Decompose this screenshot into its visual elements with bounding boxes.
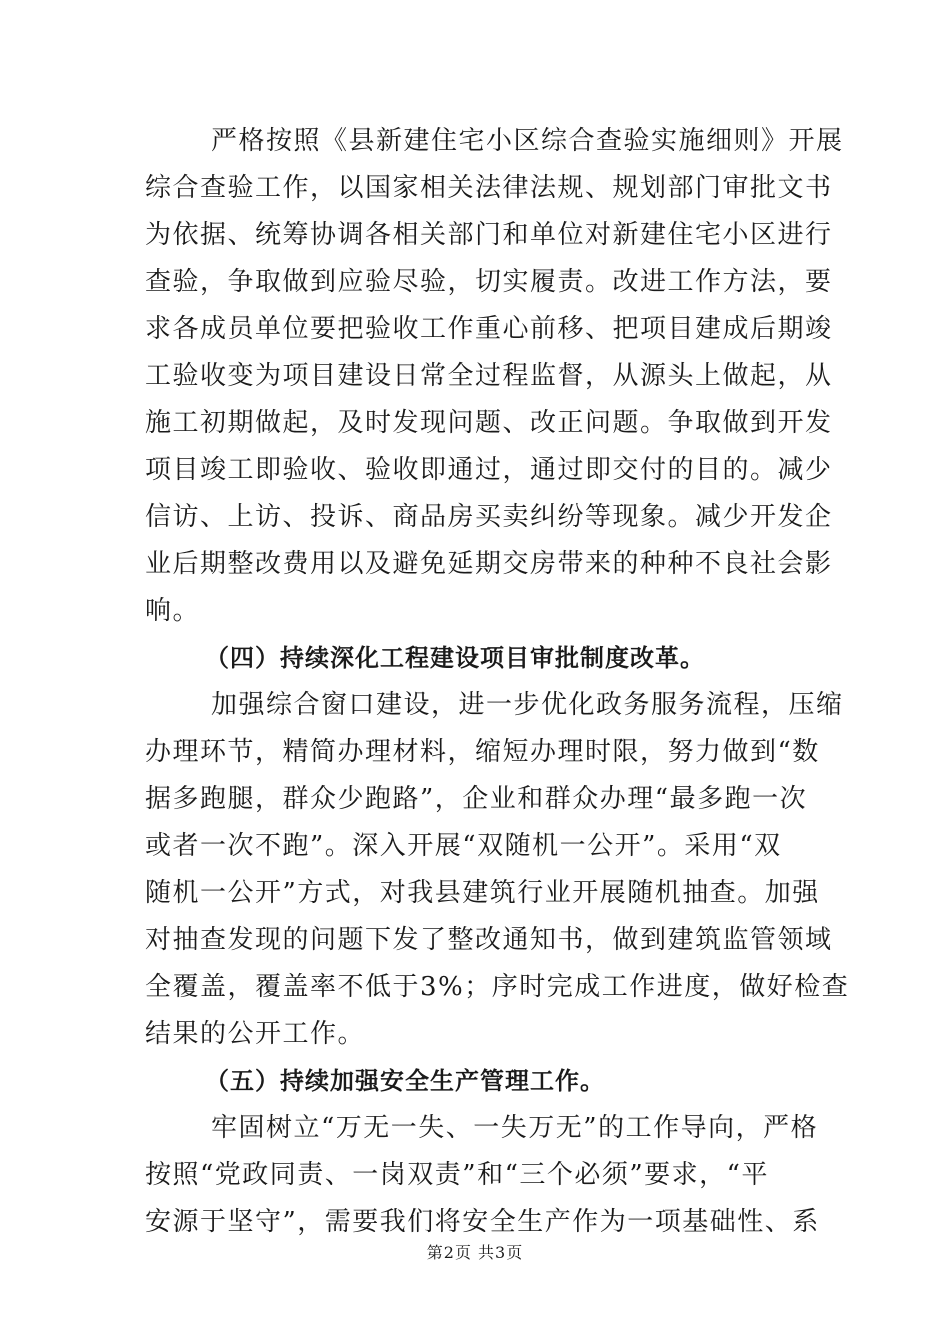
paragraph-line: 查验，争取做到应验尽验，切实履责。改进工作方法，要 — [145, 267, 833, 297]
paragraph-line: 安源于坚守”，需要我们将安全生产作为一项基础性、系 — [145, 1207, 820, 1237]
paragraph-line: 加强综合窗口建设，进一步优化政务服务流程，压缩 — [211, 690, 844, 720]
paragraph-line: 施工初期做起，及时发现问题、改正问题。争取做到开发 — [145, 408, 833, 438]
paragraph-line: 求各成员单位要把验收工作重心前移、把项目建成后期竣 — [145, 314, 833, 344]
paragraph-line: 项目竣工即验收、验收即通过，通过即交付的目的。减少 — [145, 455, 833, 485]
paragraph-line: 随机一公开”方式，对我县建筑行业开展随机抽查。加强 — [145, 878, 820, 908]
paragraph-approval-reform — [145, 682, 850, 1058]
section-heading-5: （五）持续加强安全生产管理工作。 — [205, 1067, 605, 1095]
paragraph-inspection — [145, 118, 844, 635]
paragraph-line: 信访、上访、投诉、商品房买卖纠纷等现象。减少开发企 — [145, 502, 833, 532]
paragraph-line: 工验收变为项目建设日常全过程监督，从源头上做起，从 — [145, 361, 833, 391]
paragraph-line: 为依据、统筹协调各相关部门和单位对新建住宅小区进行 — [145, 220, 833, 250]
paragraph-line: 严格按照《县新建住宅小区综合查验实施细则》开展 — [211, 126, 844, 156]
paragraph-line: 按照“党政同责、一岗双责”和“三个必须”要求，“平 — [145, 1160, 769, 1190]
paragraph-line: 据多跑腿，群众少跑路”，企业和群众办理“最多跑一次 — [145, 784, 808, 814]
paragraph-line: 或者一次不跑”。深入开展“双随机一公开”。采用“双 — [145, 831, 782, 861]
document-body — [145, 118, 850, 1246]
paragraph-line: 办理环节，精简办理材料，缩短办理时限，努力做到“数 — [145, 737, 820, 767]
paragraph-safety — [145, 1105, 820, 1246]
page-footer: 第2页 共3页 — [426, 1243, 524, 1262]
paragraph-line: 业后期整改费用以及避免延期交房带来的种种不良社会影 — [145, 549, 833, 579]
paragraph-line: 牢固树立“万无一失、一失万无”的工作导向，严格 — [211, 1113, 819, 1143]
paragraph-line: 全覆盖，覆盖率不低于3%；序时完成工作进度，做好检查 — [145, 972, 850, 1002]
paragraph-line: 响。 — [145, 596, 201, 626]
paragraph-line: 对抽查发现的问题下发了整改通知书，做到建筑监管领域 — [145, 925, 833, 955]
section-heading-4: （四）持续深化工程建设项目审批制度改革。 — [205, 644, 705, 672]
paragraph-line: 综合查验工作，以国家相关法律法规、规划部门审批文书 — [145, 173, 833, 203]
paragraph-line: 结果的公开工作。 — [145, 1019, 366, 1049]
